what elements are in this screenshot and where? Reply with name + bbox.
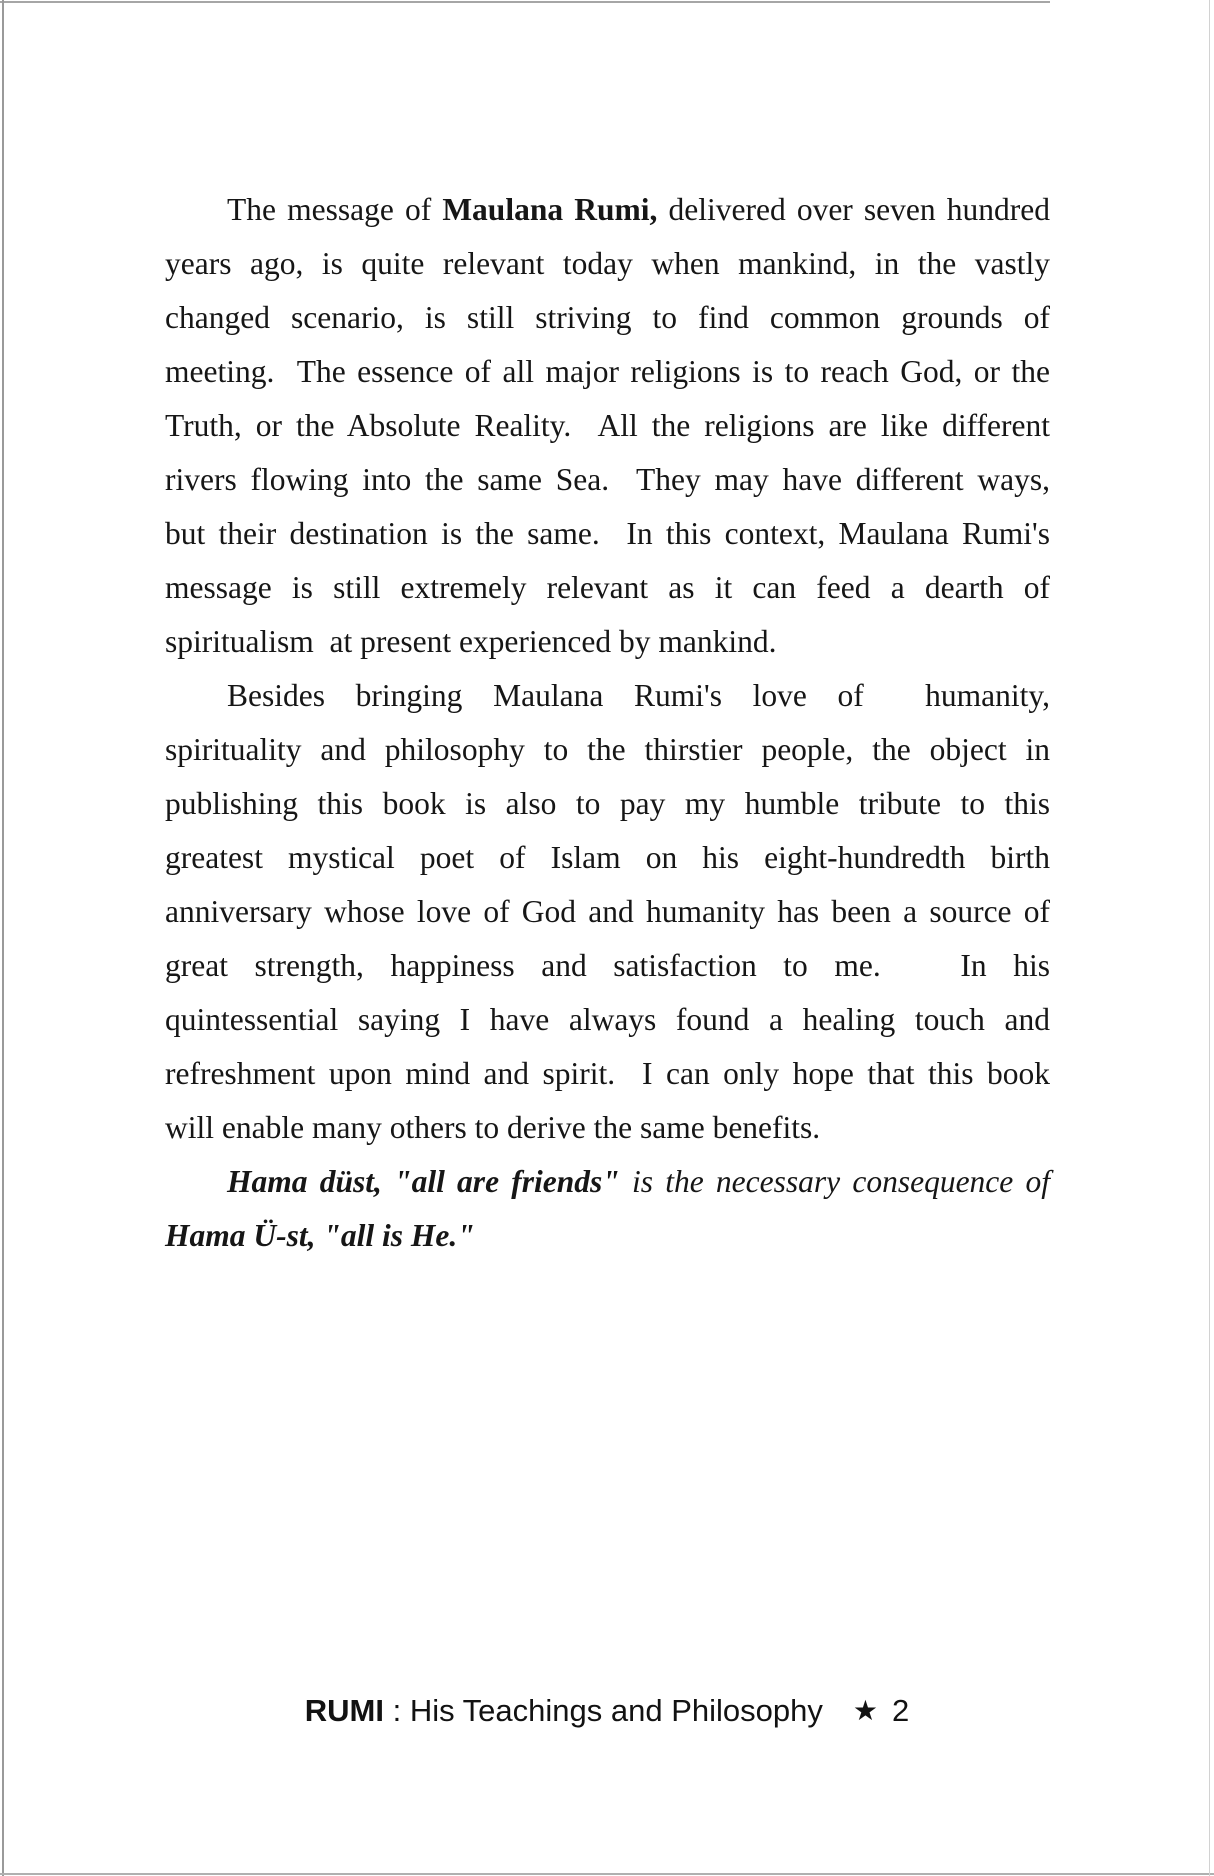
text-line: years ago, is quite relevant today when mankind, in the vastly xyxy=(165,246,1050,281)
text-line: message is still extremely relevant as it can feed a dearth of xyxy=(165,570,1050,605)
text-line: refreshment upon mind and spirit. I can only hope that this book xyxy=(165,1056,1050,1091)
scan-edge-left xyxy=(2,0,4,1876)
footer-book-subtitle: : His Teachings and Philosophy xyxy=(384,1693,823,1728)
text-line: meeting. The essence of all major religions is to reach God, or the xyxy=(165,354,1050,389)
text-line: publishing this book is also to pay my humble tribute to this xyxy=(165,786,1050,821)
text-line: The message of Maulana Rumi, delivered over seven hundred xyxy=(227,192,1050,227)
text-line: spiritualism at present experienced by mankind. xyxy=(165,624,777,659)
text-line: spirituality and philosophy to the thirstier people, the object in xyxy=(165,732,1050,767)
scan-edge-top xyxy=(0,1,1050,3)
page-number: 2 xyxy=(891,1693,910,1728)
text-line: Hama düst, "all are friends" is the necessary consequence of xyxy=(227,1164,1050,1199)
body-text xyxy=(165,183,1050,1263)
footer-book-title: RUMI xyxy=(304,1693,384,1728)
text-line: but their destination is the same. In this context, Maulana Rumi's xyxy=(165,516,1050,551)
star-icon: ★ xyxy=(852,1695,878,1726)
text-line: Truth, or the Absolute Reality. All the religions are like different xyxy=(165,408,1050,443)
text-line: great strength, happiness and satisfaction to me. In his xyxy=(165,948,1050,983)
scan-edge-bottom xyxy=(0,1873,1214,1875)
text-line: Hama Ü-st, "all is He." xyxy=(165,1218,475,1253)
text-line: will enable many others to derive the same benefits. xyxy=(165,1110,821,1145)
text-line: greatest mystical poet of Islam on his eight-hundredth birth xyxy=(165,840,1050,875)
page-footer xyxy=(0,1694,1214,1728)
text-line: changed scenario, is still striving to find common grounds of xyxy=(165,300,1050,335)
text-line: rivers flowing into the same Sea. They may have different ways, xyxy=(165,462,1050,497)
text-line: Besides bringing Maulana Rumi's love of humanity, xyxy=(227,678,1050,713)
scan-edge-right xyxy=(1209,0,1210,1876)
text-line: quintessential saying I have always found a healing touch and xyxy=(165,1002,1050,1037)
text-line: anniversary whose love of God and humanity has been a source of xyxy=(165,894,1050,929)
